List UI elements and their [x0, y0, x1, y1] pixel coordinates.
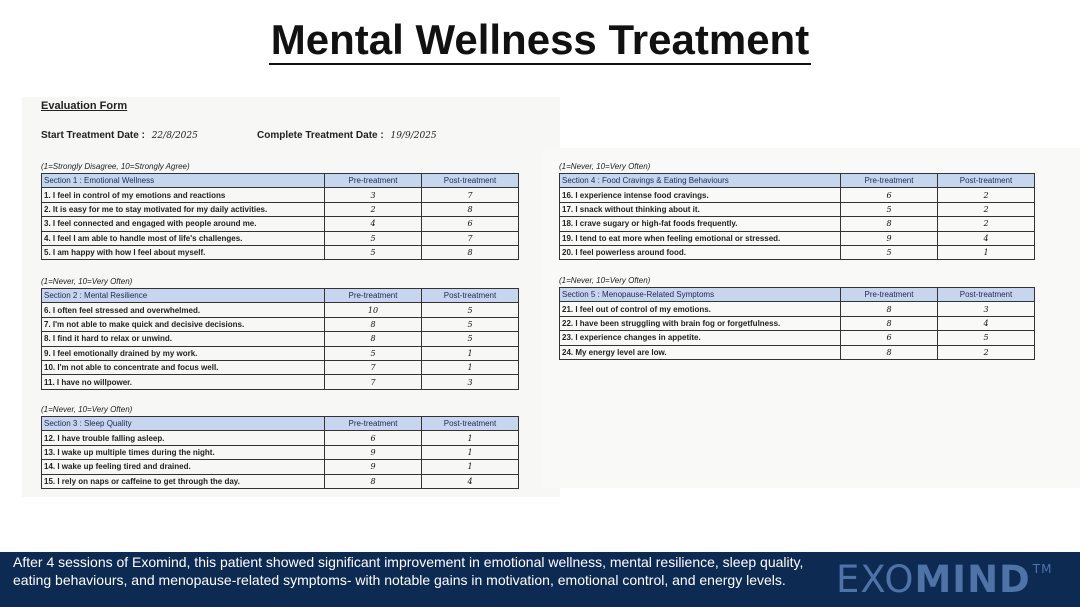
section-3-title: Section 3 : Sleep Quality — [42, 417, 325, 431]
section-1-scale: (1=Strongly Disagree, 10=Strongly Agree) — [41, 162, 190, 171]
section-4-table — [559, 173, 1035, 260]
logo-light: EXO — [836, 558, 915, 601]
section-2-scale: (1=Never, 10=Very Often) — [41, 277, 133, 286]
post-header: Post-treatment — [422, 417, 519, 431]
table-row: 8. I find it hard to relax or unwind. 8 5 — [42, 332, 519, 346]
pre-header: Pre-treatment — [325, 417, 422, 431]
table-row: 16. I experience intense food cravings. 6 2 — [560, 188, 1035, 202]
pre-header: Pre-treatment — [841, 174, 938, 188]
page-title: Mental Wellness Treatment — [270, 16, 810, 63]
table-row: 13. I wake up multiple times during the night. 9 1 — [42, 445, 519, 459]
table-row: 24. My energy level are low. 8 2 — [560, 345, 1035, 359]
table-row: 5. I am happy with how I feel about myself. 5 8 — [42, 245, 519, 259]
table-row: 10. I'm not able to concentrate and focus well. 7 1 — [42, 360, 519, 374]
pre-header: Pre-treatment — [841, 288, 938, 302]
start-date-value: 22/8/2025 — [151, 131, 198, 141]
table-row: 9. I feel emotionally drained by my work. 5 1 — [42, 346, 519, 360]
table-row: 3. I feel connected and engaged with people around me. 4 6 — [42, 217, 519, 231]
table-row: 23. I experience changes in appetite. 6 5 — [560, 331, 1035, 345]
pre-header: Pre-treatment — [325, 174, 422, 188]
exomind-logo — [836, 558, 1052, 601]
section-5-title: Section 5 : Menopause-Related Symptoms — [560, 288, 841, 302]
section-5-table — [559, 287, 1035, 360]
table-row: 6. I often feel stressed and overwhelmed. 10 5 — [42, 303, 519, 317]
section-2-table — [41, 288, 519, 390]
section-4-scale: (1=Never, 10=Very Often) — [559, 162, 651, 171]
table-row: 18. I crave sugary or high-fat foods frequently. 8 2 — [560, 217, 1035, 231]
section-4-title: Section 4 : Food Cravings & Eating Behaviours — [560, 174, 841, 188]
table-row: 14. I wake up feeling tired and drained. 9 1 — [42, 460, 519, 474]
table-row: 20. I feel powerless around food. 5 1 — [560, 245, 1035, 259]
table-row: 2. It is easy for me to stay motivated for my daily activities. 2 8 — [42, 202, 519, 216]
table-row: 17. I snack without thinking about it. 5 2 — [560, 202, 1035, 216]
section-3-table — [41, 416, 519, 489]
table-row: 19. I tend to eat more when feeling emotional or stressed. 9 4 — [560, 231, 1035, 245]
table-row: 1. I feel in control of my emotions and reactions 3 7 — [42, 188, 519, 202]
footer-summary: After 4 sessions of Exomind, this patient showed significant improvement in emotional wellness, mental resilience, sleep quality, eating behaviours, and menopause-related symptoms- with notable gains in motivation, emotional control, and energy levels. — [13, 554, 804, 588]
table-row: 11. I have no willpower. 7 3 — [42, 375, 519, 389]
section-5-scale: (1=Never, 10=Very Often) — [559, 276, 651, 285]
section-1-title: Section 1 : Emotional Wellness — [42, 174, 325, 188]
post-header: Post-treatment — [422, 174, 519, 188]
pre-header: Pre-treatment — [325, 289, 422, 303]
post-header: Post-treatment — [938, 174, 1035, 188]
table-row: 7. I'm not able to make quick and decisive decisions. 8 5 — [42, 317, 519, 331]
treatment-dates — [41, 130, 437, 141]
section-3-scale: (1=Never, 10=Very Often) — [41, 405, 133, 414]
table-row: 22. I have been struggling with brain fog or forgetfulness. 8 4 — [560, 316, 1035, 330]
form-title: Evaluation Form — [41, 100, 128, 112]
complete-date-value: 19/9/2025 — [390, 131, 437, 141]
logo-bold: MIND — [914, 558, 1031, 601]
table-row: 21. I feel out of control of my emotions. 8 3 — [560, 302, 1035, 316]
post-header: Post-treatment — [422, 289, 519, 303]
section-1-table — [41, 173, 519, 260]
post-header: Post-treatment — [938, 288, 1035, 302]
table-row: 4. I feel I am able to handle most of life's challenges. 5 7 — [42, 231, 519, 245]
complete-date-label: Complete Treatment Date : — [257, 130, 384, 141]
table-row: 15. I rely on naps or caffeine to get through the day. 8 4 — [42, 474, 519, 488]
start-date-label: Start Treatment Date : — [41, 130, 145, 141]
table-row: 12. I have trouble falling asleep. 6 1 — [42, 431, 519, 445]
section-2-title: Section 2 : Mental Resilience — [42, 289, 325, 303]
logo-trademark: TM — [1032, 562, 1053, 576]
